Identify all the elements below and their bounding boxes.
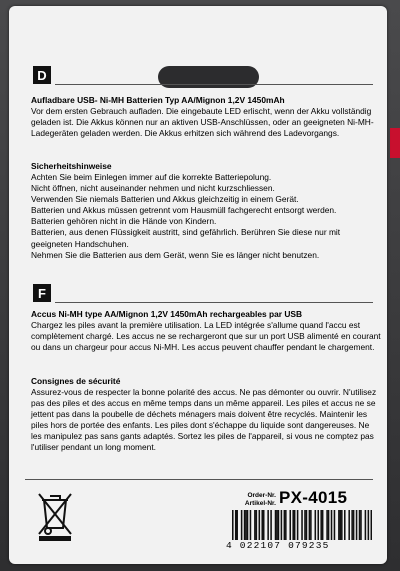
fr-safety-text: Assurez-vous de respecter la bonne polarité des accus. Ne pas démonter ou ouvrir. N'utilisez pas des piles et des accus en même temps dans un même appareil. Les piles et accus ne se jettent pas dans la poubelle de déchets ménagers mais doivent être recyclés. Maintenir les piles hors de portée des enfants. Les piles dont s'échappe du liquide sont dangereuses. Ne les manipulez pas sans gants adaptés. Sortez les piles de l'appareil, si vous ne comptez pas l'utiliser pendant un long moment.: [31, 387, 377, 453]
divider-footer: [25, 479, 373, 480]
de-safety-line: Nehmen Sie die Batterien aus dem Gerät, wenn Sie es länger nicht benutzen.: [31, 249, 320, 260]
barcode-bar: [275, 510, 277, 540]
order-labels: [232, 492, 276, 507]
barcode-bar: [270, 510, 272, 540]
de-safety-title: Sicherheitshinweise: [31, 161, 112, 171]
barcode-bar: [247, 510, 249, 540]
barcode-bar: [309, 510, 311, 540]
barcode-bar: [232, 510, 234, 540]
barcode-bar: [356, 510, 358, 540]
de-safety-line: Achten Sie beim Einlegen immer auf die korrekte Batteriepolung.: [31, 172, 272, 182]
barcode-bar: [284, 510, 286, 540]
barcode-bar: [338, 510, 340, 540]
de-safety-line: Nicht öffnen, nicht auseinander nehmen und nicht kurzschliessen.: [31, 183, 275, 194]
barcode-bar: [334, 510, 336, 540]
barcode-bar: [278, 510, 280, 540]
order-number: PX-4015: [279, 488, 348, 507]
de-safety-line: Batterien und Akkus müssen getrennt vom Hausmüll fachgerecht entsorgt werden.: [31, 205, 337, 216]
lang-box-f: F: [33, 284, 51, 302]
barcode-bar: [306, 510, 308, 540]
de-title: Aufladbare USB- Ni-MH Batterien Typ AA/Mignon 1,2V 1450mAh: [31, 95, 285, 105]
lang-box-d: D: [33, 66, 51, 84]
barcode-bar: [267, 510, 269, 540]
barcode-bar: [317, 510, 319, 540]
barcode-bar: [328, 510, 330, 540]
barcode-bar: [353, 510, 355, 540]
neighbor-package-edge: [390, 128, 400, 158]
barcode-bar: [341, 510, 343, 540]
de-safety-line: Batterien gehören nicht in die Hände von Kindern.: [31, 216, 217, 227]
divider-fr: [55, 302, 373, 303]
barcode-bar: [254, 510, 256, 540]
barcode-bar: [241, 510, 243, 540]
barcode-bar: [235, 510, 237, 540]
barcode-bar: [359, 510, 361, 540]
barcode-bar: [304, 510, 306, 540]
order-label: Order-Nr.: [247, 492, 276, 499]
barcode-bar: [276, 510, 278, 540]
barcode-bar: [245, 510, 247, 540]
barcode-bar: [340, 510, 342, 540]
de-safety-line: Batterien, aus denen Flüssigkeit austritt, sind gefährlich. Berühren Sie diese nur mit geeigneten Handschuhen.: [31, 227, 341, 249]
barcode-bar: [315, 510, 317, 540]
barcode-bar: [365, 510, 367, 540]
fr-intro: Chargez les piles avant la première utilisation. La LED intégrée s'allume quand l'accu est complètement chargé. Les accus ne se rechargeront que sur un port USB alimenté en courant ou dans un chargeur pour accus Ni-MH. Les accus peuvent chauffer pendant le chargement.: [31, 320, 381, 353]
barcode-bar: [331, 510, 333, 540]
barcode-bar: [281, 510, 283, 540]
barcode-bar: [261, 510, 263, 540]
divider-de: [55, 84, 373, 85]
barcode-bar: [250, 510, 252, 540]
fr-title: Accus Ni-MH type AA/Mignon 1,2V 1450mAh rechargeables par USB: [31, 309, 303, 319]
barcode-bar: [360, 510, 362, 540]
barcode-bar: [368, 510, 370, 540]
barcode-bar: [289, 510, 291, 540]
barcode-bar: [310, 510, 312, 540]
barcode-bar: [344, 510, 346, 540]
barcode-bar: [244, 510, 246, 540]
barcode-bar: [320, 510, 322, 540]
barcode-bar: [263, 510, 265, 540]
barcode-bar: [371, 510, 372, 540]
barcode-bar: [294, 510, 296, 540]
fr-safety-title: Consignes de sécurité: [31, 376, 121, 386]
barcode-bar: [236, 510, 238, 540]
barcode-bar: [351, 510, 353, 540]
barcode-digits: 4 022107 079235: [226, 540, 330, 551]
barcode-bar: [348, 510, 350, 540]
crossed-out-wheelie-bin-icon: [35, 490, 75, 542]
barcode-bar: [326, 510, 328, 540]
barcode-bar: [256, 510, 258, 540]
article-label: Artikel-Nr.: [244, 499, 276, 507]
barcode-bar: [285, 510, 287, 540]
package-card: [9, 6, 387, 564]
de-safety-line: Verwenden Sie niemals Batterien und Akkus gleichzeitig in einem Gerät.: [31, 194, 299, 205]
barcode-bar: [259, 510, 261, 540]
de-intro: Vor dem ersten Gebrauch aufladen. Die eingebaute LED erlischt, wenn der Akku vollständig geladen ist. Die Akkus können nur an aktiven USB-Anschlüssen, oder an geeigneten Ni-MH-Ladegeräten geladen werden. Die Akkus erhitzen sich während des Ladevorgangs.: [31, 106, 374, 139]
barcode-bar: [297, 510, 299, 540]
barcode-bar: [292, 510, 294, 540]
de-safety-list: [31, 172, 381, 261]
barcode-bar: [301, 510, 303, 540]
barcode-bar: [322, 510, 324, 540]
barcode: [232, 510, 372, 540]
